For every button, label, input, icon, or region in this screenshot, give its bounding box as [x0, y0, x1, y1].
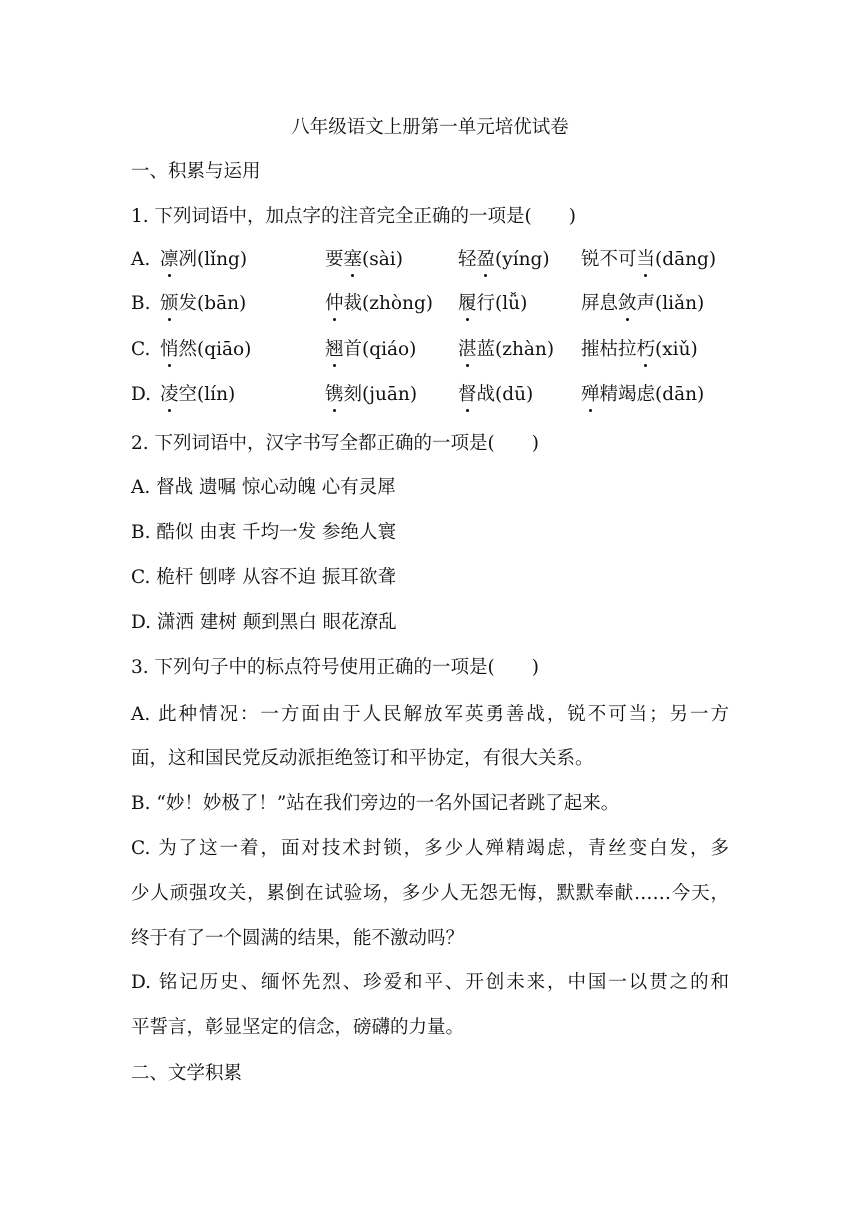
- question-1-option-word: [581, 338, 698, 362]
- question-3-option-a-line1: A. 此种情况：一方面由于人民解放军英勇善战，锐不可当；另一方: [131, 704, 729, 725]
- question-1-option-word: [458, 383, 533, 407]
- question-3-option-a-line2: 面，这和国民党反动派拒绝签订和平协定，有很大关系。: [131, 748, 594, 769]
- dotted-character: 履: [458, 293, 477, 314]
- question-1-option-letter: A.: [131, 249, 151, 270]
- question-1-option-word: [160, 292, 246, 316]
- question-1-stem: 1. 下列词语中，加点字的注音完全正确的一项是( ): [131, 206, 576, 227]
- dotted-character: 镌: [325, 384, 344, 405]
- word-text: 屏息: [581, 293, 619, 314]
- word-text: 刻(juān): [343, 384, 418, 405]
- question-1-option-word: [458, 338, 554, 362]
- word-text: 发(bān): [178, 293, 247, 314]
- word-text: 然(qiāo): [178, 339, 252, 360]
- page-title: 八年级语文上册第一单元培优试卷: [291, 117, 569, 138]
- dotted-character: 殚: [581, 384, 600, 405]
- word-text: 蓝(zhàn): [476, 339, 555, 360]
- dotted-character: 悄: [160, 339, 179, 360]
- question-1-option-word: [581, 292, 704, 316]
- question-1-option-word: [581, 383, 704, 407]
- dotted-character: 当: [636, 249, 656, 270]
- word-text: 裁(zhòng): [343, 293, 434, 314]
- question-3-option-b: B. “妙！妙极了！”站在我们旁边的一名外国记者跳了起来。: [131, 793, 620, 814]
- dotted-character: 颁: [160, 293, 179, 314]
- question-3-option-c-line1: C. 为了这一着，面对技术封锁，多少人殚精竭虑，青丝变白发，多: [131, 838, 729, 859]
- question-1-option-word: [581, 248, 716, 272]
- question-1-option-word: [160, 248, 247, 272]
- question-3-option-d-line1: D. 铭记历史、缅怀先烈、珍爱和平、开创未来，中国一以贯之的和: [131, 972, 729, 993]
- question-1-option-word: [325, 338, 416, 362]
- question-1-option-letter: C.: [131, 339, 151, 360]
- word-text: 锐不可: [581, 249, 637, 270]
- question-2-option-c: C. 桅杆 刨哮 从容不迫 振耳欲聋: [131, 567, 396, 588]
- word-text: (xiǔ): [655, 339, 698, 360]
- dotted-character: 塞: [343, 249, 363, 270]
- question-1-option-letter: D.: [131, 384, 152, 405]
- question-1-option-word: [325, 292, 433, 316]
- word-text: (sài): [362, 249, 403, 270]
- question-2-option-a: A. 督战 遗嘱 惊心动魄 心有灵犀: [131, 477, 396, 498]
- section-heading-2: 二、文学积累: [131, 1063, 243, 1084]
- question-3-option-c-line2: 少人顽强攻关，累倒在试验场，多少人无怨无悔，默默奉献……今天，: [131, 883, 729, 904]
- dotted-character: 督: [458, 384, 477, 405]
- dotted-character: 湛: [458, 339, 477, 360]
- dotted-character: 朽: [636, 339, 656, 360]
- question-2-option-d: D. 潇洒 建树 颠到黑白 眼花潦乱: [131, 612, 397, 633]
- question-1-option-word: [325, 383, 417, 407]
- dotted-character: 凛: [160, 249, 179, 270]
- word-text: 战(dū): [476, 384, 534, 405]
- word-text: 冽(lǐng): [178, 249, 248, 270]
- question-1-option-word: [458, 292, 527, 316]
- question-2-stem: 2. 下列词语中，汉字书写全都正确的一项是( ): [131, 433, 539, 454]
- word-text: 空(lín): [178, 384, 236, 405]
- question-1-option-word: [160, 383, 235, 407]
- word-text: (dāng): [655, 249, 717, 270]
- question-1-option-word: [325, 248, 403, 272]
- question-1-option-word: [160, 338, 251, 362]
- word-text: (yíng): [495, 249, 550, 270]
- question-1-option-letter: B.: [131, 293, 151, 314]
- word-text: 声(liǎn): [636, 293, 705, 314]
- word-text: 首(qiáo): [343, 339, 417, 360]
- dotted-character: 翘: [325, 339, 344, 360]
- question-2-option-b: B. 酷似 由衷 千均一发 参绝人寰: [131, 522, 396, 543]
- question-3-option-d-line2: 平誓言，彰显坚定的信念，磅礴的力量。: [131, 1017, 465, 1038]
- question-3-option-c-line3: 终于有了一个圆满的结果，能不激动吗？: [131, 928, 465, 949]
- word-text: 精竭虑(dān): [599, 384, 705, 405]
- word-text: 行(lǚ): [476, 293, 528, 314]
- section-heading-1: 一、积累与运用: [131, 161, 261, 182]
- question-3-stem: 3. 下列句子中的标点符号使用正确的一项是( ): [131, 657, 539, 678]
- dotted-character: 敛: [618, 293, 637, 314]
- dotted-character: 仲: [325, 293, 344, 314]
- dotted-character: 盈: [476, 249, 496, 270]
- word-text: 要: [325, 249, 344, 270]
- word-text: 摧枯拉: [581, 339, 637, 360]
- dotted-character: 凌: [160, 384, 179, 405]
- word-text: 轻: [458, 249, 477, 270]
- question-1-option-word: [458, 248, 550, 272]
